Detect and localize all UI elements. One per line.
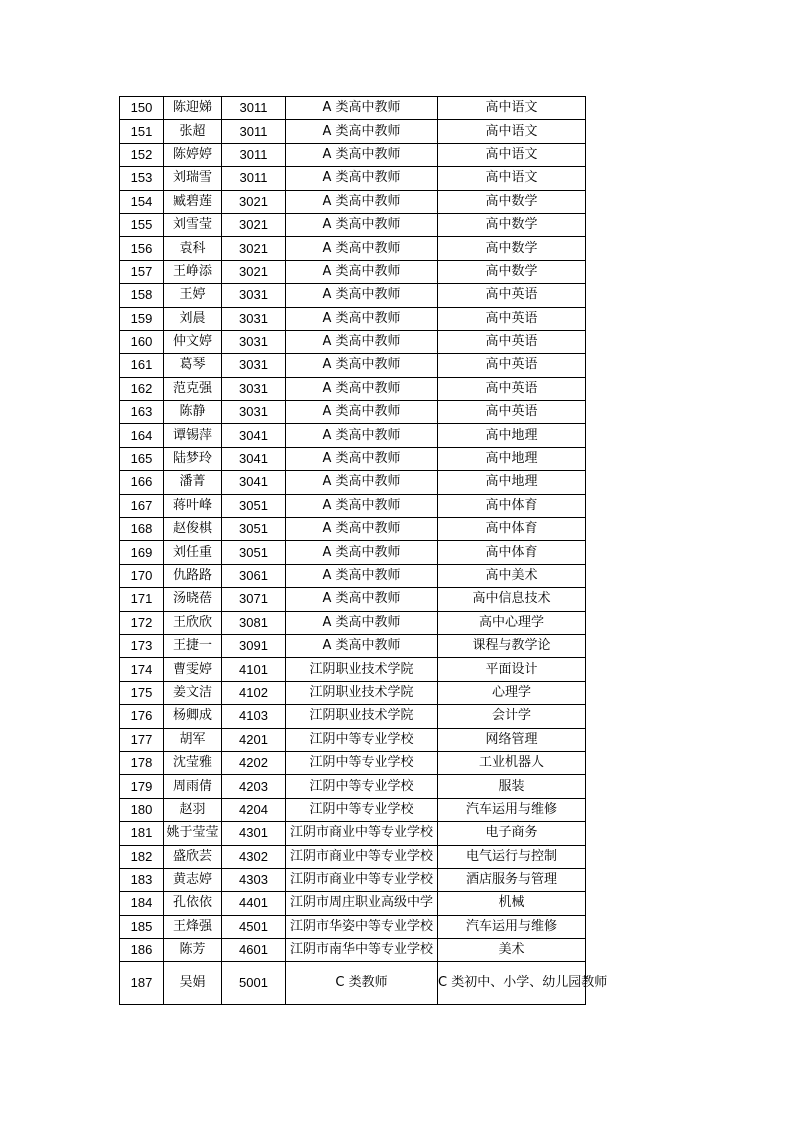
row-name-cell: 王峥添 xyxy=(164,260,222,283)
row-subject-cell: 高中心理学 xyxy=(438,611,586,634)
row-seq-cell: 176 xyxy=(120,705,164,728)
row-seq-cell: 180 xyxy=(120,798,164,821)
table-row xyxy=(120,471,586,494)
row-code-cell: 3031 xyxy=(222,284,286,307)
table-row xyxy=(120,939,586,962)
row-seq-cell: 182 xyxy=(120,845,164,868)
row-code-cell: 3041 xyxy=(222,424,286,447)
row-subject-cell: 美术 xyxy=(438,939,586,962)
row-name-cell: 姚于莹莹 xyxy=(164,822,222,845)
table-row xyxy=(120,962,586,1005)
table-row xyxy=(120,260,586,283)
row-name-cell: 陈迎娣 xyxy=(164,97,222,120)
row-subject-cell: 高中信息技术 xyxy=(438,588,586,611)
row-category-cell: A 类高中教师 xyxy=(286,377,438,400)
row-category-cell: A 类高中教师 xyxy=(286,97,438,120)
row-seq-cell: 161 xyxy=(120,354,164,377)
row-name-cell: 仲文婷 xyxy=(164,330,222,353)
row-subject-cell: 高中体育 xyxy=(438,518,586,541)
row-category-cell: 江阴职业技术学院 xyxy=(286,705,438,728)
row-code-cell: 4401 xyxy=(222,892,286,915)
row-name-cell: 王捷一 xyxy=(164,634,222,657)
row-name-cell: 姜文洁 xyxy=(164,681,222,704)
row-subject-cell: 酒店服务与管理 xyxy=(438,868,586,891)
table-row xyxy=(120,634,586,657)
row-seq-cell: 160 xyxy=(120,330,164,353)
row-seq-cell: 167 xyxy=(120,494,164,517)
row-seq-cell: 158 xyxy=(120,284,164,307)
row-category-cell: 江阴市南华中等专业学校 xyxy=(286,939,438,962)
row-seq-cell: 154 xyxy=(120,190,164,213)
table-row xyxy=(120,892,586,915)
row-name-cell: 王欣欣 xyxy=(164,611,222,634)
table-row xyxy=(120,798,586,821)
row-seq-cell: 179 xyxy=(120,775,164,798)
row-subject-cell: 高中英语 xyxy=(438,330,586,353)
row-code-cell: 3061 xyxy=(222,564,286,587)
row-code-cell: 3051 xyxy=(222,518,286,541)
table-row xyxy=(120,354,586,377)
row-name-cell: 臧碧莲 xyxy=(164,190,222,213)
row-code-cell: 4101 xyxy=(222,658,286,681)
row-subject-cell: 课程与教学论 xyxy=(438,634,586,657)
row-name-cell: 王烽强 xyxy=(164,915,222,938)
row-subject-cell: 电子商务 xyxy=(438,822,586,845)
table-row xyxy=(120,424,586,447)
row-code-cell: 4601 xyxy=(222,939,286,962)
row-seq-cell: 152 xyxy=(120,143,164,166)
row-category-cell: 江阴中等专业学校 xyxy=(286,798,438,821)
row-category-cell: A 类高中教师 xyxy=(286,518,438,541)
row-name-cell: 刘瑞雪 xyxy=(164,167,222,190)
row-code-cell: 4202 xyxy=(222,751,286,774)
table-row xyxy=(120,822,586,845)
row-subject-cell: 高中地理 xyxy=(438,447,586,470)
row-subject-cell: 高中体育 xyxy=(438,494,586,517)
row-category-cell: A 类高中教师 xyxy=(286,494,438,517)
table-row xyxy=(120,284,586,307)
row-seq-cell: 175 xyxy=(120,681,164,704)
row-category-cell: 江阴中等专业学校 xyxy=(286,775,438,798)
row-subject-cell: 高中地理 xyxy=(438,424,586,447)
table-row xyxy=(120,705,586,728)
row-category-cell: A 类高中教师 xyxy=(286,284,438,307)
row-code-cell: 4103 xyxy=(222,705,286,728)
row-subject-cell: 高中数学 xyxy=(438,260,586,283)
row-name-cell: 范克强 xyxy=(164,377,222,400)
table-row xyxy=(120,681,586,704)
row-subject-cell: 机械 xyxy=(438,892,586,915)
row-category-cell: A 类高中教师 xyxy=(286,634,438,657)
row-code-cell: 4102 xyxy=(222,681,286,704)
row-code-cell: 5001 xyxy=(222,962,286,1005)
table-row xyxy=(120,401,586,424)
row-category-cell: 江阴市商业中等专业学校 xyxy=(286,845,438,868)
row-name-cell: 陈静 xyxy=(164,401,222,424)
table-row xyxy=(120,868,586,891)
row-name-cell: 谭锡萍 xyxy=(164,424,222,447)
row-subject-cell: 高中语文 xyxy=(438,97,586,120)
row-category-cell: A 类高中教师 xyxy=(286,588,438,611)
table-row xyxy=(120,307,586,330)
table-row xyxy=(120,190,586,213)
row-category-cell: C 类教师 xyxy=(286,962,438,1005)
row-seq-cell: 151 xyxy=(120,120,164,143)
roster-table-body xyxy=(120,97,608,1005)
table-row xyxy=(120,775,586,798)
row-seq-cell: 164 xyxy=(120,424,164,447)
row-code-cell: 3011 xyxy=(222,97,286,120)
row-name-cell: 孔依依 xyxy=(164,892,222,915)
row-seq-cell: 169 xyxy=(120,541,164,564)
row-code-cell: 4501 xyxy=(222,915,286,938)
row-seq-cell: 172 xyxy=(120,611,164,634)
row-category-cell: 江阴职业技术学院 xyxy=(286,658,438,681)
row-code-cell: 3031 xyxy=(222,377,286,400)
row-code-cell: 3071 xyxy=(222,588,286,611)
row-code-cell: 3021 xyxy=(222,213,286,236)
row-name-cell: 袁科 xyxy=(164,237,222,260)
row-name-cell: 赵羽 xyxy=(164,798,222,821)
row-subject-cell: 高中英语 xyxy=(438,307,586,330)
row-seq-cell: 166 xyxy=(120,471,164,494)
row-subject-cell: 平面设计 xyxy=(438,658,586,681)
row-name-cell: 刘雪莹 xyxy=(164,213,222,236)
row-code-cell: 3011 xyxy=(222,167,286,190)
table-row xyxy=(120,447,586,470)
row-name-cell: 蒋叶峰 xyxy=(164,494,222,517)
row-category-cell: A 类高中教师 xyxy=(286,611,438,634)
table-row xyxy=(120,494,586,517)
row-seq-cell: 177 xyxy=(120,728,164,751)
row-code-cell: 3031 xyxy=(222,330,286,353)
row-code-cell: 3051 xyxy=(222,494,286,517)
row-subject-cell: 汽车运用与维修 xyxy=(438,915,586,938)
row-seq-cell: 184 xyxy=(120,892,164,915)
row-name-cell: 潘菁 xyxy=(164,471,222,494)
row-category-cell: 江阴市华姿中等专业学校 xyxy=(286,915,438,938)
row-seq-cell: 150 xyxy=(120,97,164,120)
row-subject-cell: 高中语文 xyxy=(438,167,586,190)
table-row xyxy=(120,751,586,774)
row-code-cell: 3011 xyxy=(222,120,286,143)
row-subject-cell: 高中数学 xyxy=(438,237,586,260)
table-row xyxy=(120,658,586,681)
row-seq-cell: 183 xyxy=(120,868,164,891)
row-seq-cell: 153 xyxy=(120,167,164,190)
table-row xyxy=(120,541,586,564)
row-category-cell: A 类高中教师 xyxy=(286,541,438,564)
row-category-cell: A 类高中教师 xyxy=(286,564,438,587)
row-name-cell: 吴娟 xyxy=(164,962,222,1005)
row-category-cell: 江阴中等专业学校 xyxy=(286,728,438,751)
row-code-cell: 3011 xyxy=(222,143,286,166)
table-row xyxy=(120,588,586,611)
row-seq-cell: 159 xyxy=(120,307,164,330)
row-subject-cell: 网络管理 xyxy=(438,728,586,751)
row-category-cell: A 类高中教师 xyxy=(286,190,438,213)
row-subject-cell: 高中美术 xyxy=(438,564,586,587)
row-subject-cell: 高中英语 xyxy=(438,401,586,424)
row-category-cell: A 类高中教师 xyxy=(286,471,438,494)
table-row xyxy=(120,728,586,751)
row-seq-cell: 178 xyxy=(120,751,164,774)
row-code-cell: 4203 xyxy=(222,775,286,798)
row-category-cell: A 类高中教师 xyxy=(286,260,438,283)
row-category-cell: A 类高中教师 xyxy=(286,424,438,447)
row-name-cell: 陈芳 xyxy=(164,939,222,962)
row-name-cell: 刘晨 xyxy=(164,307,222,330)
table-row xyxy=(120,611,586,634)
row-name-cell: 仇路路 xyxy=(164,564,222,587)
row-name-cell: 赵俊棋 xyxy=(164,518,222,541)
row-code-cell: 4201 xyxy=(222,728,286,751)
row-subject-cell: 高中英语 xyxy=(438,284,586,307)
row-subject-cell: 高中语文 xyxy=(438,143,586,166)
row-subject-cell: 高中英语 xyxy=(438,377,586,400)
row-name-cell: 盛欣芸 xyxy=(164,845,222,868)
row-seq-cell: 165 xyxy=(120,447,164,470)
row-name-cell: 陆梦玲 xyxy=(164,447,222,470)
row-category-cell: A 类高中教师 xyxy=(286,120,438,143)
table-row xyxy=(120,237,586,260)
row-subject-cell: C 类初中、小学、幼儿园教师 xyxy=(438,962,586,1005)
row-subject-cell: 汽车运用与维修 xyxy=(438,798,586,821)
row-category-cell: 江阴市商业中等专业学校 xyxy=(286,868,438,891)
row-category-cell: 江阴中等专业学校 xyxy=(286,751,438,774)
table-row xyxy=(120,97,586,120)
table-row xyxy=(120,564,586,587)
row-code-cell: 3041 xyxy=(222,471,286,494)
row-name-cell: 周雨倩 xyxy=(164,775,222,798)
row-category-cell: 江阴市商业中等专业学校 xyxy=(286,822,438,845)
row-category-cell: A 类高中教师 xyxy=(286,354,438,377)
row-category-cell: A 类高中教师 xyxy=(286,213,438,236)
row-name-cell: 葛琴 xyxy=(164,354,222,377)
row-subject-cell: 电气运行与控制 xyxy=(438,845,586,868)
row-code-cell: 3031 xyxy=(222,354,286,377)
row-name-cell: 汤晓蓓 xyxy=(164,588,222,611)
row-category-cell: A 类高中教师 xyxy=(286,447,438,470)
row-code-cell: 3081 xyxy=(222,611,286,634)
row-category-cell: A 类高中教师 xyxy=(286,330,438,353)
table-row xyxy=(120,120,586,143)
row-subject-cell: 心理学 xyxy=(438,681,586,704)
table-row xyxy=(120,377,586,400)
row-seq-cell: 157 xyxy=(120,260,164,283)
row-subject-cell: 工业机器人 xyxy=(438,751,586,774)
row-category-cell: A 类高中教师 xyxy=(286,237,438,260)
row-seq-cell: 181 xyxy=(120,822,164,845)
row-code-cell: 4301 xyxy=(222,822,286,845)
row-category-cell: 江阴职业技术学院 xyxy=(286,681,438,704)
row-subject-cell: 服装 xyxy=(438,775,586,798)
row-name-cell: 沈莹雅 xyxy=(164,751,222,774)
row-seq-cell: 171 xyxy=(120,588,164,611)
row-subject-cell: 高中数学 xyxy=(438,190,586,213)
row-subject-cell: 高中语文 xyxy=(438,120,586,143)
table-row xyxy=(120,143,586,166)
row-category-cell: A 类高中教师 xyxy=(286,167,438,190)
row-code-cell: 3031 xyxy=(222,307,286,330)
row-name-cell: 杨卿成 xyxy=(164,705,222,728)
row-name-cell: 陈婷婷 xyxy=(164,143,222,166)
row-seq-cell: 186 xyxy=(120,939,164,962)
row-code-cell: 3021 xyxy=(222,190,286,213)
row-subject-cell: 高中体育 xyxy=(438,541,586,564)
row-code-cell: 3031 xyxy=(222,401,286,424)
row-seq-cell: 187 xyxy=(120,962,164,1005)
row-name-cell: 张超 xyxy=(164,120,222,143)
row-name-cell: 王婷 xyxy=(164,284,222,307)
row-subject-cell: 高中地理 xyxy=(438,471,586,494)
row-name-cell: 刘任重 xyxy=(164,541,222,564)
row-seq-cell: 168 xyxy=(120,518,164,541)
table-row xyxy=(120,330,586,353)
row-code-cell: 3021 xyxy=(222,260,286,283)
table-row xyxy=(120,915,586,938)
row-category-cell: A 类高中教师 xyxy=(286,307,438,330)
row-category-cell: A 类高中教师 xyxy=(286,143,438,166)
row-seq-cell: 162 xyxy=(120,377,164,400)
row-code-cell: 3051 xyxy=(222,541,286,564)
row-code-cell: 4303 xyxy=(222,868,286,891)
row-name-cell: 曹雯婷 xyxy=(164,658,222,681)
row-seq-cell: 174 xyxy=(120,658,164,681)
row-seq-cell: 170 xyxy=(120,564,164,587)
row-seq-cell: 155 xyxy=(120,213,164,236)
row-subject-cell: 会计学 xyxy=(438,705,586,728)
row-code-cell: 4302 xyxy=(222,845,286,868)
roster-table xyxy=(119,96,608,1005)
row-code-cell: 3021 xyxy=(222,237,286,260)
row-subject-cell: 高中数学 xyxy=(438,213,586,236)
table-row xyxy=(120,167,586,190)
row-seq-cell: 173 xyxy=(120,634,164,657)
row-name-cell: 黄志婷 xyxy=(164,868,222,891)
row-seq-cell: 185 xyxy=(120,915,164,938)
row-name-cell: 胡军 xyxy=(164,728,222,751)
table-row xyxy=(120,845,586,868)
table-row xyxy=(120,518,586,541)
table-row xyxy=(120,213,586,236)
row-category-cell: 江阴市周庄职业高级中学 xyxy=(286,892,438,915)
row-code-cell: 4204 xyxy=(222,798,286,821)
row-subject-cell: 高中英语 xyxy=(438,354,586,377)
row-code-cell: 3091 xyxy=(222,634,286,657)
row-code-cell: 3041 xyxy=(222,447,286,470)
row-category-cell: A 类高中教师 xyxy=(286,401,438,424)
row-seq-cell: 156 xyxy=(120,237,164,260)
row-seq-cell: 163 xyxy=(120,401,164,424)
